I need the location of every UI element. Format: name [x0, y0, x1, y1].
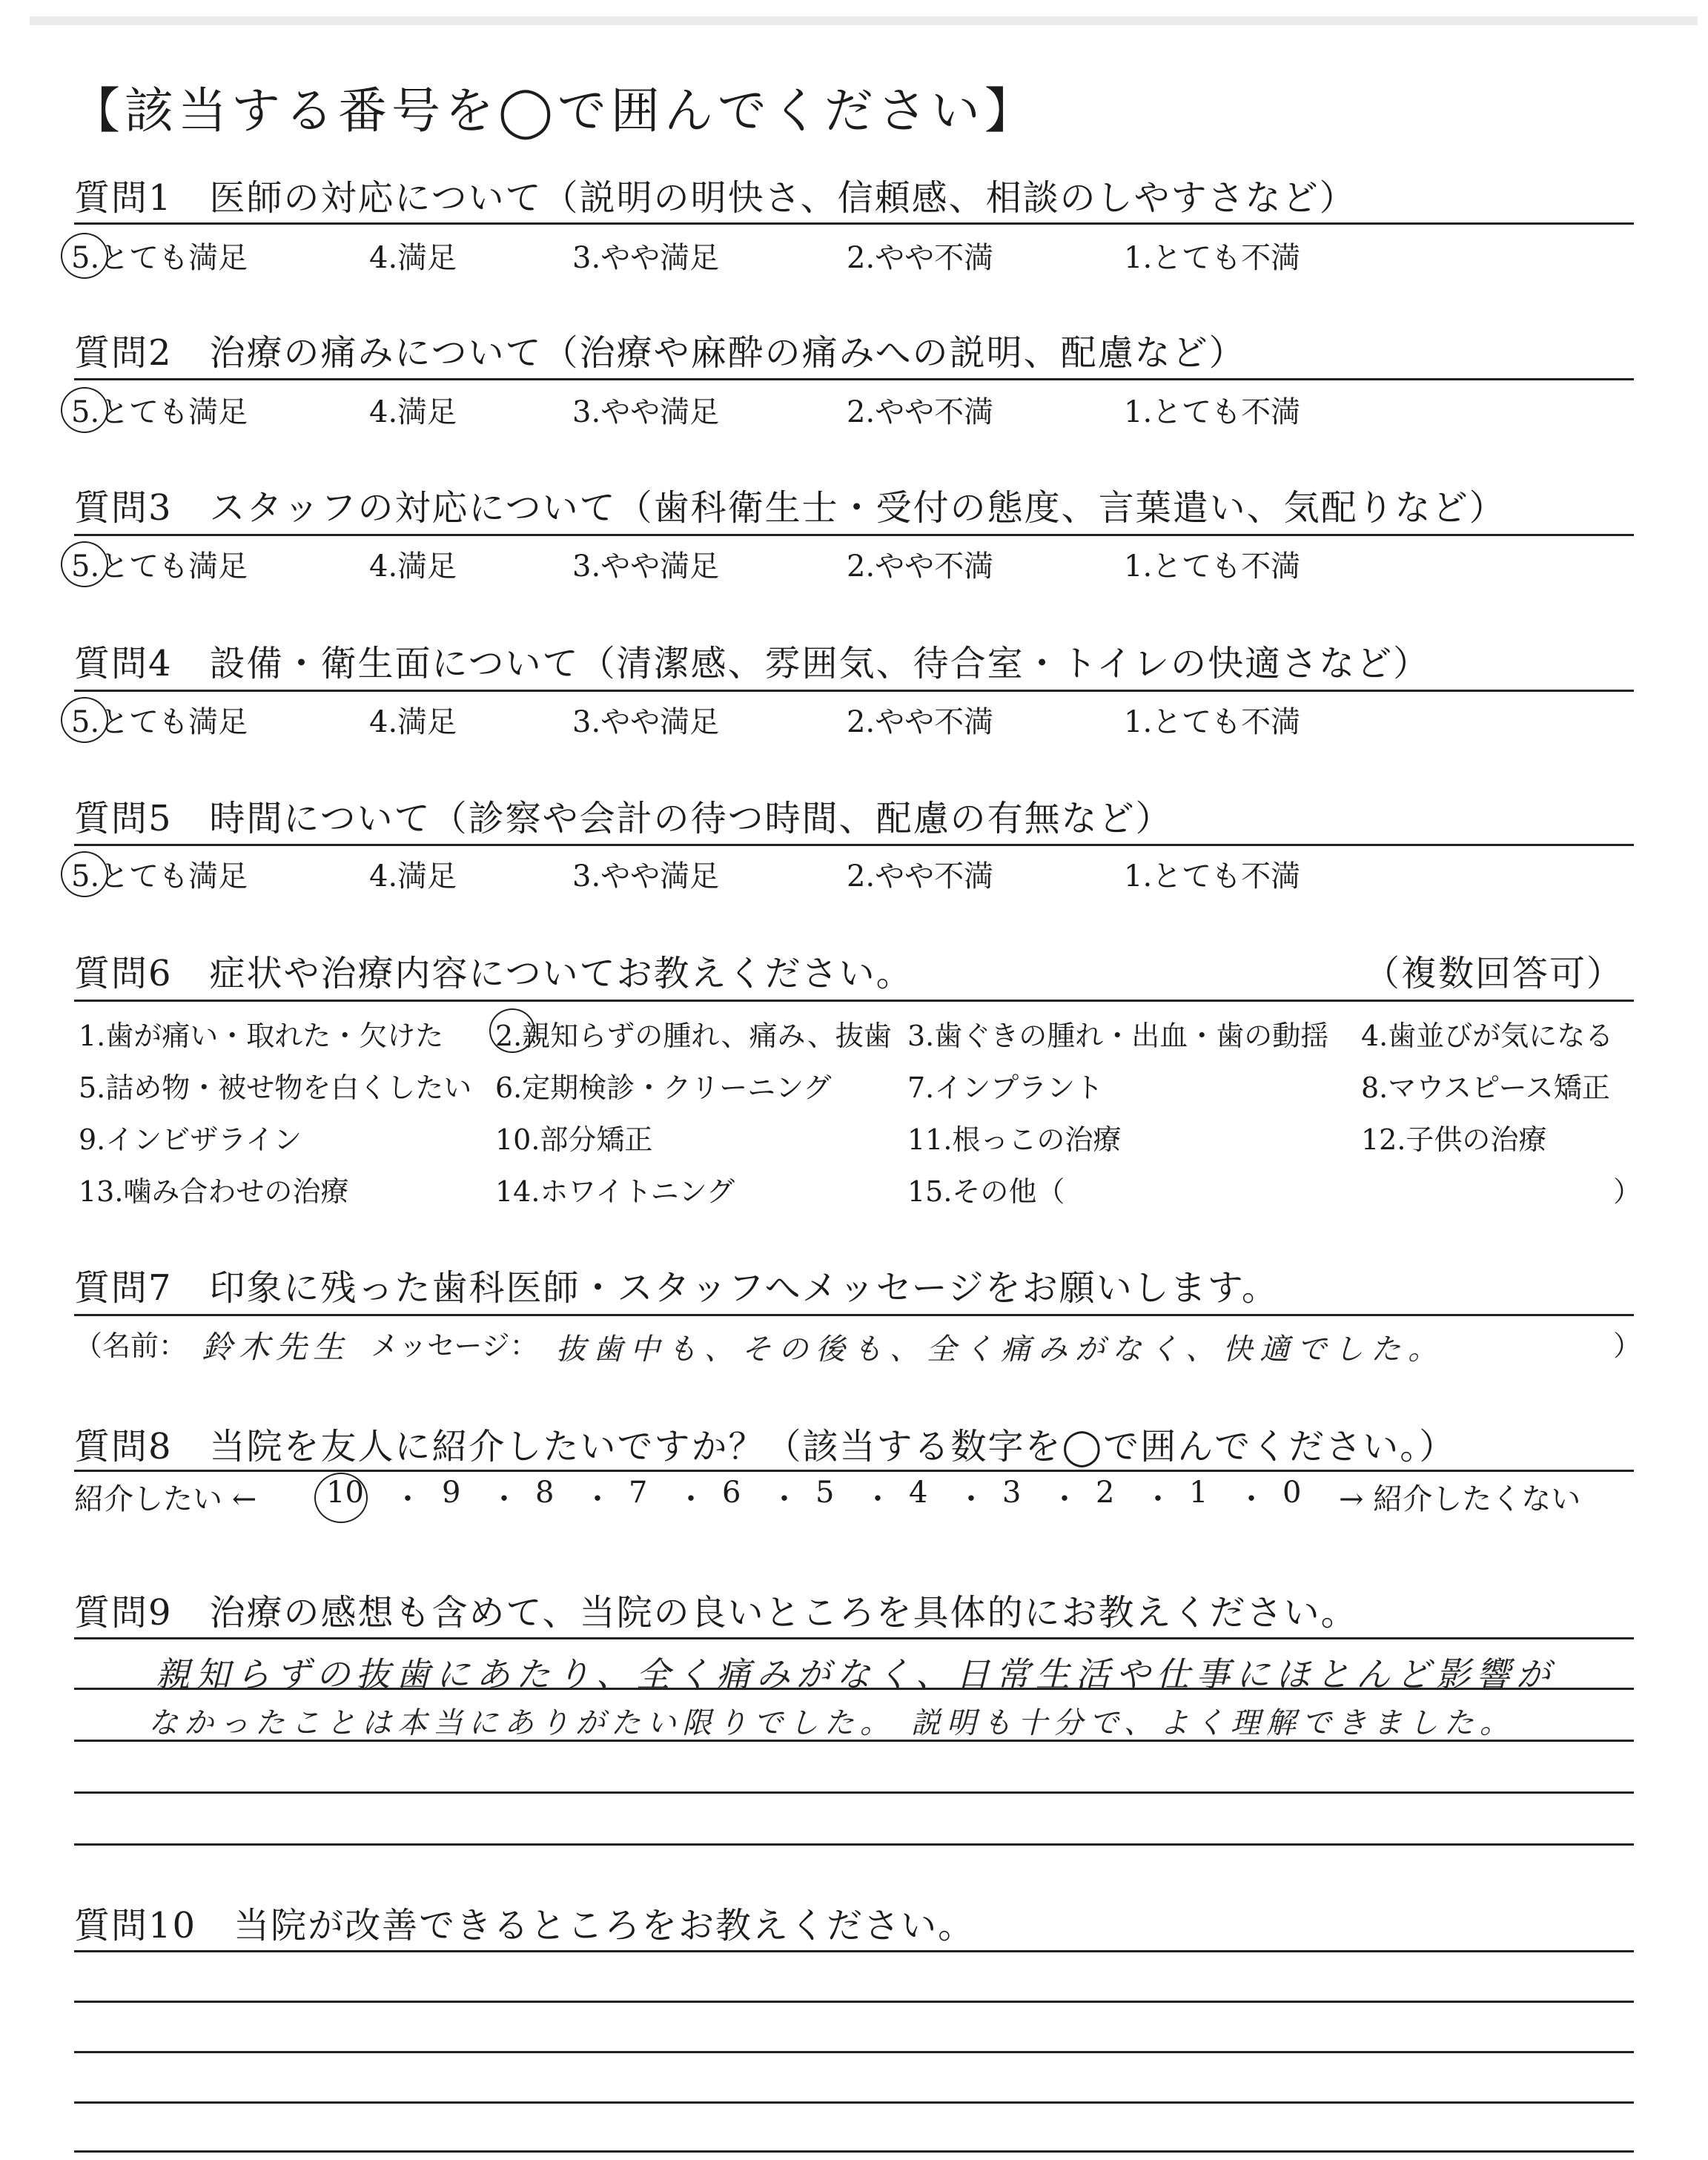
- question-title: 質問6 症状や治療内容についてお教えください。: [74, 953, 913, 994]
- symptom-option-13[interactable]: 13.噛み合わせの治療: [79, 1175, 349, 1208]
- answer-rule: [74, 690, 1634, 692]
- question-title: 質問9 治療の感想も含めて、当院の良いところを具体的にお教えください。: [74, 1592, 1358, 1634]
- option-4[interactable]: 4.満足: [369, 705, 457, 739]
- answer-rule: [74, 534, 1634, 536]
- question-title: 質問8 当院を友人に紹介したいですか？（該当する数字を◯で囲んでください。）: [74, 1426, 1457, 1467]
- question-title: 質問5 時間について（診察や会計の待つ時間、配慮の有無など）: [74, 798, 1173, 839]
- scale-dot: ・: [769, 1482, 799, 1516]
- symptom-option-3[interactable]: 3.歯ぐきの腫れ・出血・歯の動揺: [907, 1020, 1329, 1052]
- symptom-option-6[interactable]: 6.定期検診・クリーニング: [495, 1071, 832, 1104]
- scale-dot: ・: [1143, 1482, 1173, 1516]
- symptom-option-8[interactable]: 8.マウスピース矯正: [1361, 1071, 1610, 1104]
- option-5[interactable]: 5.とても満足: [71, 705, 248, 739]
- symptom-option-9[interactable]: 9.インビザライン: [79, 1123, 302, 1156]
- symptom-option-11[interactable]: 11.根っこの治療: [907, 1123, 1122, 1156]
- option-2[interactable]: 2.やや不満: [847, 705, 994, 739]
- option-3[interactable]: 3.やや満足: [572, 241, 720, 275]
- other-close-paren: ）: [1613, 1175, 1642, 1208]
- answer-rule: [74, 1314, 1634, 1316]
- answer-rule: [74, 2051, 1634, 2053]
- question-title: 質問2 治療の痛みについて（治療や麻酔の痛みへの説明、配慮など）: [74, 332, 1246, 374]
- answer-rule: [74, 1791, 1634, 1794]
- scale-3[interactable]: 3: [1002, 1476, 1022, 1510]
- scale-10[interactable]: 10: [326, 1476, 364, 1510]
- scale-dot: ・: [1050, 1482, 1079, 1516]
- answer-rule: [74, 1637, 1634, 1639]
- scale-4[interactable]: 4: [909, 1476, 928, 1510]
- option-2[interactable]: 2.やや不満: [847, 241, 994, 275]
- message-label: メッセージ：: [371, 1330, 538, 1362]
- scale-7[interactable]: 7: [629, 1476, 648, 1510]
- answer-rule: [74, 1843, 1634, 1846]
- option-1[interactable]: 1.とても不満: [1124, 705, 1301, 739]
- option-2[interactable]: 2.やや不満: [847, 549, 994, 584]
- symptom-option-12[interactable]: 12.子供の治療: [1361, 1123, 1547, 1156]
- answer-line-1[interactable]: 親知らずの抜歯にあたり、全く痛みがなく、日常生活や仕事にほとんど影響が: [156, 1654, 1557, 1694]
- symptom-option-5[interactable]: 5.詰め物・被せ物を白くしたい: [79, 1071, 472, 1104]
- scale-dot: ・: [489, 1482, 519, 1516]
- symptom-option-15[interactable]: 15.その他（: [907, 1175, 1065, 1208]
- question-title: 質問3 スタッフの対応について（歯科衛生士・受付の態度、言葉遣い、気配りなど）: [74, 487, 1506, 529]
- option-5[interactable]: 5.とても満足: [71, 549, 248, 584]
- option-5[interactable]: 5.とても満足: [71, 395, 248, 429]
- scale-6[interactable]: 6: [722, 1476, 741, 1510]
- symptom-option-14[interactable]: 14.ホワイトニング: [495, 1175, 735, 1208]
- scan-top-edge: [30, 16, 1698, 25]
- symptom-option-10[interactable]: 10.部分矯正: [495, 1123, 653, 1156]
- recommend-right-label: → 紹介したくない: [1339, 1482, 1581, 1516]
- scale-0[interactable]: 0: [1282, 1476, 1302, 1510]
- scale-dot: ・: [393, 1482, 423, 1516]
- option-1[interactable]: 1.とても不満: [1124, 241, 1301, 275]
- symptom-option-1[interactable]: 1.歯が痛い・取れた・欠けた: [79, 1020, 444, 1052]
- option-3[interactable]: 3.やや満足: [572, 395, 720, 429]
- answer-rule: [74, 2150, 1634, 2153]
- form-title: 【該当する番号を◯で囲んでください】: [71, 82, 1038, 139]
- symptom-option-2[interactable]: 2.親知らずの腫れ、痛み、抜歯: [495, 1020, 892, 1052]
- answer-rule: [74, 222, 1634, 225]
- scale-9[interactable]: 9: [442, 1476, 461, 1510]
- answer-line-2[interactable]: なかったことは本当にありがたい限りでした。 説明も十分で、よく理解できました。: [148, 1706, 1515, 1740]
- answer-rule: [74, 2101, 1634, 2104]
- answer-rule: [74, 2001, 1634, 2003]
- name-value[interactable]: 鈴木先生: [202, 1329, 351, 1365]
- scale-dot: ・: [583, 1482, 612, 1516]
- answer-rule: [74, 1470, 1634, 1472]
- option-5[interactable]: 5.とても満足: [71, 241, 248, 275]
- option-1[interactable]: 1.とても不満: [1124, 549, 1301, 584]
- scale-dot: ・: [863, 1482, 893, 1516]
- scale-dot: ・: [1237, 1482, 1266, 1516]
- answer-rule: [74, 1000, 1634, 1002]
- message-value[interactable]: 抜歯中も、その後も、全く痛みがなく、快適でした。: [556, 1332, 1446, 1367]
- option-3[interactable]: 3.やや満足: [572, 549, 720, 584]
- option-4[interactable]: 4.満足: [369, 241, 457, 275]
- scale-1[interactable]: 1: [1189, 1476, 1208, 1510]
- option-3[interactable]: 3.やや満足: [572, 859, 720, 894]
- answer-rule: [74, 1740, 1634, 1742]
- symptom-option-4[interactable]: 4.歯並びが気になる: [1361, 1020, 1614, 1052]
- name-label: （名前：: [74, 1330, 188, 1362]
- question-title: 質問10 当院が改善できるところをお教えください。: [74, 1905, 976, 1946]
- option-1[interactable]: 1.とても不満: [1124, 395, 1301, 429]
- option-2[interactable]: 2.やや不満: [847, 395, 994, 429]
- message-close-paren: ）: [1613, 1330, 1642, 1362]
- multiple-answer-note: （複数回答可）: [1364, 953, 1624, 994]
- answer-rule: [74, 378, 1634, 380]
- question-title: 質問1 医師の対応について（説明の明快さ、信頼感、相談のしやすさなど）: [74, 177, 1357, 219]
- question-title: 質問7 印象に残った歯科医師・スタッフへメッセージをお願いします。: [74, 1267, 1279, 1309]
- option-5[interactable]: 5.とても満足: [71, 859, 248, 894]
- answer-rule: [74, 1950, 1634, 1952]
- scale-2[interactable]: 2: [1096, 1476, 1115, 1510]
- option-1[interactable]: 1.とても不満: [1124, 859, 1301, 894]
- symptom-option-7[interactable]: 7.インプラント: [907, 1071, 1104, 1104]
- question-title: 質問4 設備・衛生面について（清潔感、雰囲気、待合室・トイレの快適さなど）: [74, 643, 1431, 684]
- option-4[interactable]: 4.満足: [369, 549, 457, 584]
- option-3[interactable]: 3.やや満足: [572, 705, 720, 739]
- option-2[interactable]: 2.やや不満: [847, 859, 994, 894]
- answer-rule: [74, 1688, 1634, 1690]
- answer-rule: [74, 844, 1634, 846]
- option-4[interactable]: 4.満足: [369, 395, 457, 429]
- scale-5[interactable]: 5: [815, 1476, 835, 1510]
- scale-dot: ・: [956, 1482, 986, 1516]
- scale-dot: ・: [676, 1482, 706, 1516]
- option-4[interactable]: 4.満足: [369, 859, 457, 894]
- scale-8[interactable]: 8: [535, 1476, 555, 1510]
- recommend-left-label: 紹介したい ←: [74, 1482, 257, 1516]
